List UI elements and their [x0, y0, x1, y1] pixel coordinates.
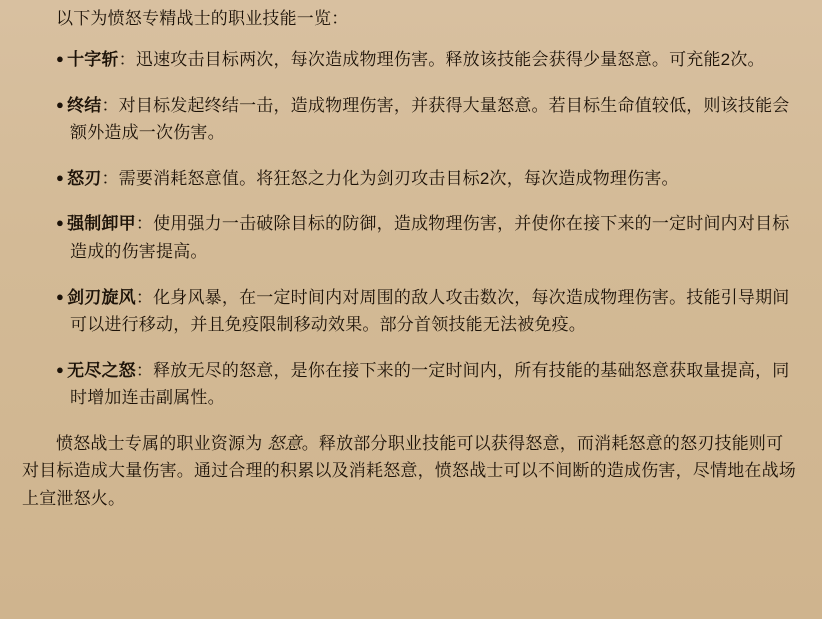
outro-text-part1: 愤怒战士专属的职业资源为 [56, 433, 268, 453]
skill-description: 化身风暴，在一定时间内对周围的敌人攻击数次，每次造成物理伤害。技能引导期间可以进行移动，并且免疫限制移动效果。部分首领技能无法被免疫。 [70, 287, 790, 335]
bullet-icon: ● [56, 96, 65, 112]
skill-separator: ： [135, 214, 154, 234]
bullet-icon: ● [56, 215, 65, 231]
skill-item [22, 284, 800, 339]
bullet-icon: ● [56, 288, 65, 304]
resource-name: 怒意 [267, 433, 302, 453]
skill-description: 需要消耗怒意值。将狂怒之力化为剑刃攻击目标2次，每次造成物理伤害。 [118, 168, 679, 188]
skill-description: 释放无尽的怒意，是你在接下来的一定时间内，所有技能的基础怒意获取量提高，同时增加连击副属性。 [70, 360, 790, 408]
bullet-icon: ● [56, 361, 65, 377]
skill-name: 无尽之怒 [67, 360, 136, 380]
skill-item [22, 165, 800, 193]
skill-item [22, 210, 800, 265]
intro-paragraph: 以下为愤怒专精战士的职业技能一览： [56, 9, 349, 28]
skill-separator: ： [101, 95, 119, 115]
skill-name: 终结 [67, 95, 102, 115]
skill-name: 怒刃 [67, 168, 102, 188]
skill-name: 剑刃旋风 [67, 287, 136, 307]
bullet-icon: ● [56, 169, 65, 185]
skill-description: 对目标发起终结一击，造成物理伤害，并获得大量怒意。若目标生命值较低，则该技能会额外造成一次伤害。 [70, 95, 790, 143]
skill-separator: ： [118, 50, 136, 70]
skill-item [22, 357, 800, 412]
skill-separator: ： [101, 168, 119, 188]
skill-description: 使用强力一击破除目标的防御，造成物理伤害，并使你在接下来的一定时间内对目标造成的伤害提高。 [70, 214, 790, 261]
skill-name: 强制卸甲 [67, 214, 136, 234]
skill-separator: ： [135, 287, 154, 307]
outro-paragraph [22, 430, 800, 513]
skill-description: 迅速攻击目标两次，每次造成物理伤害。释放该技能会获得少量怒意。可充能2次。 [135, 50, 765, 70]
skill-name: 十字斩 [67, 50, 119, 70]
outro-text-part2: 。释放部分职业技能可以获得怒意，而消耗怒意的怒刃技能则可对目标造成大量伤害。通过合理的积累以及消耗怒意，愤怒战士可以不间断的造成伤害，尽情地在战场上宣泄怒火。 [22, 433, 796, 508]
skill-item [22, 46, 800, 74]
skill-separator: ： [135, 360, 154, 380]
skill-item [22, 92, 800, 147]
bullet-icon: ● [56, 51, 65, 67]
